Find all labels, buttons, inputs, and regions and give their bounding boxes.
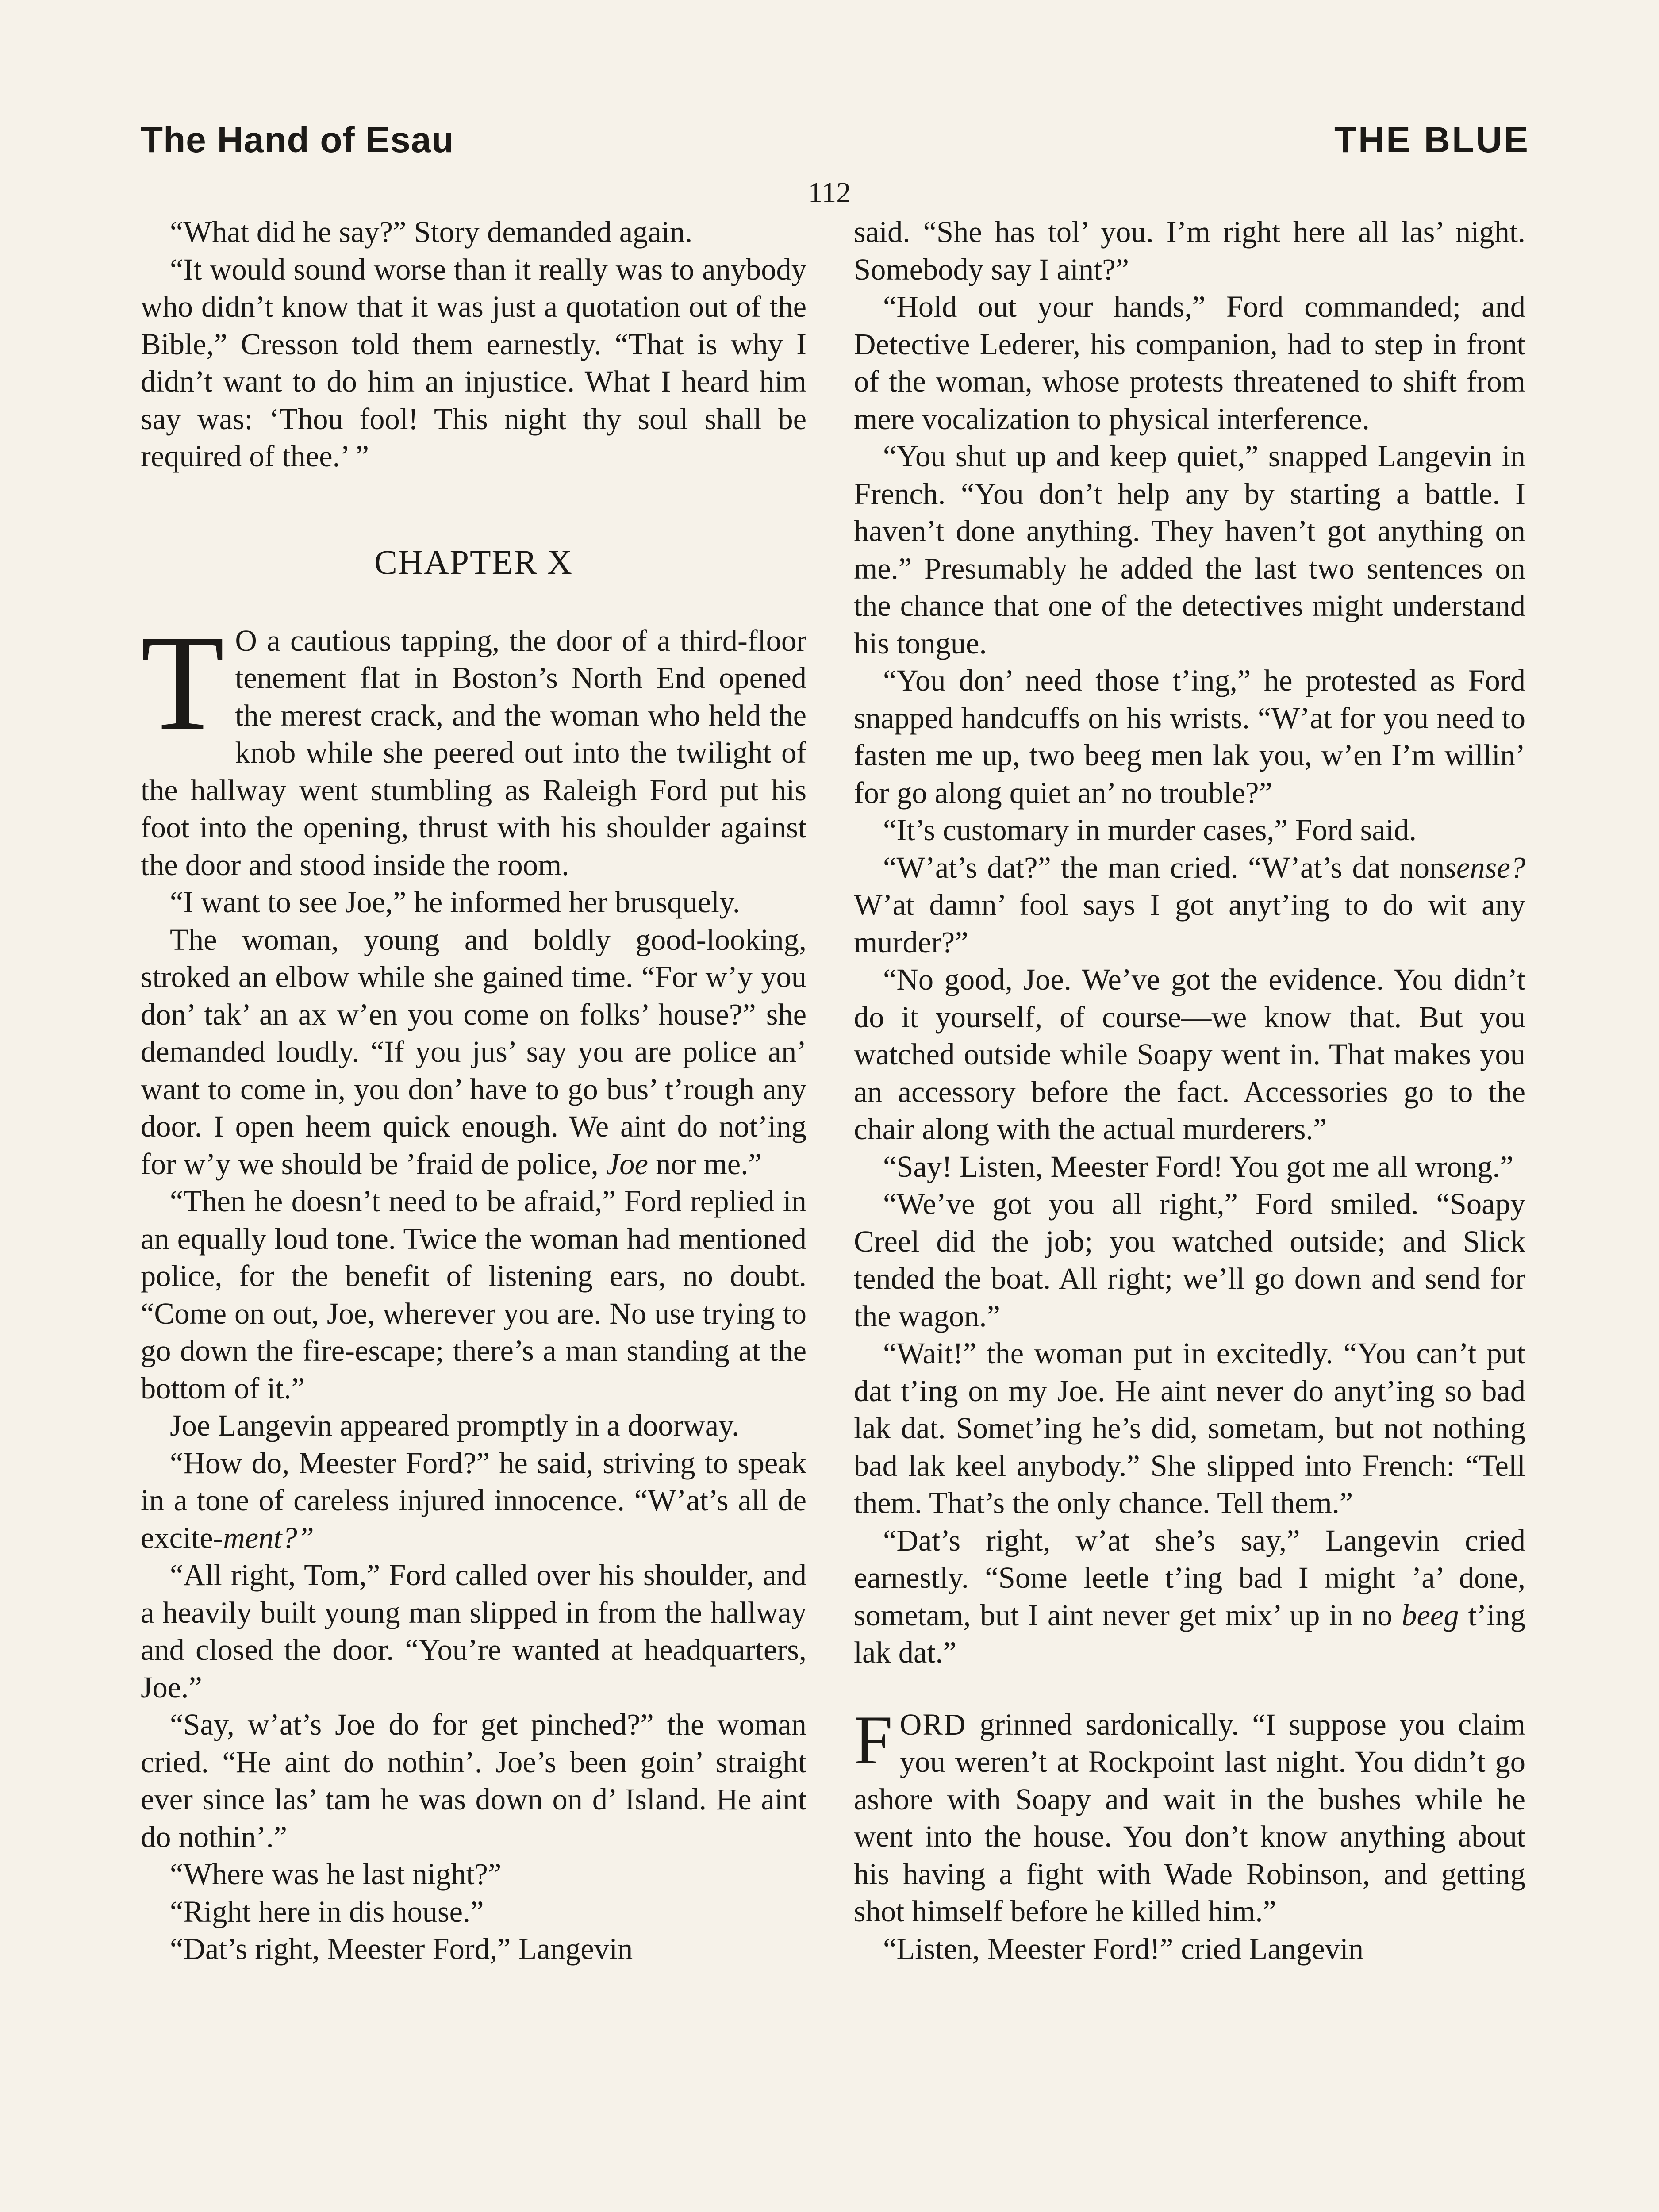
italic-text: sense? xyxy=(1444,850,1525,884)
italic-text: beeg xyxy=(1402,1598,1459,1632)
paragraph xyxy=(854,849,1525,961)
paragraph: “Then he doesn’t need to be afraid,” Ford replied in an equally loud tone. Twice the woman had mentioned police, for the benefit of listening ears, no doubt. “Come on out, Joe, wherever you are. No use trying to go down the fire-escape; there’s a man standing at the bottom of it.” xyxy=(141,1184,806,1405)
right-column xyxy=(854,213,1525,2212)
paragraph: “Hold out your hands,” Ford commanded; and Detective Lederer, his companion, had to step in front of the woman, whose protests threatened to shift from mere vocalization to physical interference. xyxy=(854,290,1525,436)
section-opening-paragraph xyxy=(854,1701,1525,1930)
paragraph: said. “She has tol’ you. I’m right here all las’ night. Somebody say I aint?” xyxy=(854,215,1525,286)
drop-cap: T xyxy=(141,607,225,759)
paragraph: Joe Langevin appeared promptly in a doorway. xyxy=(170,1409,740,1442)
paragraph: “It’s customary in murder cases,” Ford said. xyxy=(883,813,1417,847)
paragraph-text: grinned sardonically. “I suppose you claim you weren’t at Rockpoint last night. You didn’t go ashore with Soapy and wait in the bushes while he went into the house. You don’t know anything about his having a fight with Wade Robinson, and getting shot himself before he killed him.” xyxy=(854,1707,1525,1928)
paragraph-text: W’at damn’ fool says I got anyt’ing to do wit any murder?” xyxy=(854,888,1525,959)
paragraph: “Right here in dis house.” xyxy=(170,1894,484,1928)
running-head-title: The Hand of Esau xyxy=(141,120,454,160)
drop-cap: F xyxy=(854,1701,893,1779)
paragraph xyxy=(141,1444,806,1557)
paragraph-text: The woman, young and boldly good-looking, stroked an elbow while she gained time. “For w’y you don’ tak’ an ax w’en you come on folks’ house?” she demanded loudly. “If you jus’ say you are police an’ want to come in, you don’ have to go bus’ t’rough any door. I open heem quick enough. We aint do not’ing for w’y we should be ’fraid de police, xyxy=(141,922,806,1181)
paragraph: “I want to see Joe,” he informed her brusquely. xyxy=(170,885,740,919)
paragraph-text: “W’at’s dat?” the man cried. “W’at’s dat non xyxy=(883,850,1445,884)
small-caps-text: ORD xyxy=(899,1707,967,1741)
paragraph xyxy=(141,921,806,1183)
italic-text: Joe xyxy=(606,1147,648,1181)
paragraph-text: “Dat’s right, w’at she’s say,” Langevin cried earnestly. “Some leetle t’ing bad I might ’a’ done, sometam, but I aint never get mix’ up in no xyxy=(854,1523,1525,1632)
paragraph: “Wait!” the woman put in excitedly. “You can’t put dat t’ing on my Joe. He aint never do anyt’ing so bad lak dat. Somet’ing he’s did, sometam, but not nothing bad lak keel anybody.” She slipped into French: “Tell them. That’s the only chance. Tell them.” xyxy=(854,1336,1525,1520)
paragraph: “Listen, Meester Ford!” cried Langevin xyxy=(883,1932,1364,1966)
paragraph-text: “How do, Meester Ford?” he said, striving to speak in a tone of careless injured innocence. “W’at’s all de excite- xyxy=(141,1446,806,1555)
paragraph: “Say, w’at’s Joe do for get pinched?” the woman cried. “He aint do nothin’. Joe’s been goin’ straight ever since las’ tam he was down on d’ Island. He aint do nothin’.” xyxy=(141,1708,806,1854)
chapter-opening-paragraph xyxy=(141,607,806,884)
paragraph: “We’ve got you all right,” Ford smiled. “Soapy Creel did the job; you watched outside; and Slick tended the boat. All right; we’ll go down and send for the wagon.” xyxy=(854,1187,1525,1333)
paragraph: “Say! Listen, Meester Ford! You got me all wrong.” xyxy=(883,1149,1513,1183)
page-number: 112 xyxy=(808,177,851,209)
paragraph xyxy=(854,1522,1525,1671)
italic-text: ment?” xyxy=(223,1521,314,1555)
left-column xyxy=(141,213,806,2212)
paragraph: “No good, Joe. We’ve got the evidence. You didn’t do it yourself, of course—we know that. But you watched outside while Soapy went in. That makes you an accessory before the fact. Accessories go to the chair along with the actual murderers.” xyxy=(854,963,1525,1146)
paragraph-text: O a cautious tapping, the door of a third-floor tenement flat in Boston’s North End opened the merest crack, and the woman who held the knob while she peered out into the twilight of the hallway went stumbling as Raleigh Ford put his foot into the opening, thrust with his shoulder against the door and stood inside the room. xyxy=(141,623,806,882)
paragraph: “Dat’s right, Meester Ford,” Langevin xyxy=(170,1932,633,1966)
running-head-magazine: THE BLUE xyxy=(1334,120,1530,160)
paragraph: “All right, Tom,” Ford called over his shoulder, and a heavily built young man slipped in from the hallway and closed the door. “You’re wanted at headquarters, Joe.” xyxy=(141,1558,806,1704)
paragraph-text: t’ing lak dat.” xyxy=(854,1598,1525,1669)
chapter-heading: CHAPTER X xyxy=(374,542,573,581)
paragraph: “What did he say?” Story demanded again. xyxy=(170,215,693,249)
paragraph: “Where was he last night?” xyxy=(170,1857,502,1891)
paragraph-text: nor me.” xyxy=(656,1147,762,1181)
paragraph: “You shut up and keep quiet,” snapped Langevin in French. “You don’t help any by starting a battle. I haven’t done anything. They haven’t got anything on me.” Presumably he added the last two sentences on the chance that one of the detectives might understand his tongue. xyxy=(854,439,1525,660)
paragraph: “It would sound worse than it really was to anybody who didn’t know that it was just a quotation out of the Bible,” Cresson told them earnestly. “That is why I didn’t want to do him an injustice. What I heard him say was: ‘Thou fool! This night thy soul shall be required of thee.’ ” xyxy=(141,252,806,473)
section-break xyxy=(854,1671,1525,1706)
paragraph: “You don’ need those t’ing,” he protested as Ford snapped handcuffs on his wrists. “W’at for you need to fasten me up, two beeg men lak you, w’en I’m willin’ for go along quiet an’ no trouble?” xyxy=(854,664,1525,810)
